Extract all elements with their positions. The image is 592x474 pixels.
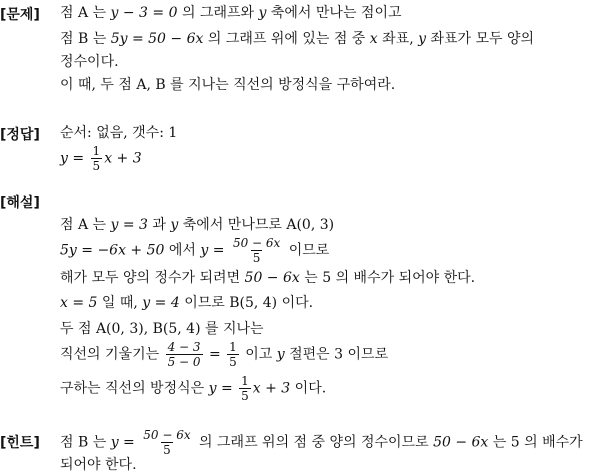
math: y = 4 bbox=[142, 295, 180, 311]
math: x + 3 bbox=[104, 150, 142, 167]
math: y bbox=[276, 346, 285, 363]
numerator: 50 − 6x bbox=[232, 236, 281, 250]
explanation-line-3 bbox=[60, 269, 475, 287]
text: 절편은 3 이므로 bbox=[284, 346, 389, 363]
problem-line-1 bbox=[60, 4, 402, 22]
math: x bbox=[369, 31, 378, 47]
hint-line-1 bbox=[60, 428, 583, 457]
problem-line-4: 이 때, 두 점 A, B 를 지나는 직선의 방정식을 구하여라. bbox=[60, 77, 396, 93]
math: y − 3 = 0 bbox=[110, 5, 178, 21]
fraction bbox=[91, 144, 103, 173]
text: 구하는 직선의 방정식은 bbox=[60, 380, 209, 397]
text: 일 때, bbox=[97, 295, 143, 311]
text: 좌표, bbox=[377, 31, 419, 47]
math: y = 3 bbox=[110, 217, 148, 233]
fraction bbox=[239, 374, 251, 403]
math: 50 − 6x bbox=[244, 270, 300, 286]
problem-line-2 bbox=[60, 30, 534, 48]
denominator: 5 bbox=[163, 443, 171, 457]
math: 50 − 6x bbox=[433, 434, 489, 451]
fraction bbox=[166, 340, 203, 369]
explanation-line-4 bbox=[60, 294, 313, 312]
math: x + 3 bbox=[252, 380, 291, 397]
text: 는 5 의 배수가 bbox=[488, 434, 583, 451]
explanation-line-7 bbox=[60, 374, 326, 403]
math: y bbox=[170, 217, 179, 233]
answer-line-1: 순서: 없음, 갯수: 1 bbox=[60, 125, 178, 141]
math: y = bbox=[110, 434, 135, 451]
math: y bbox=[258, 5, 267, 21]
math: 5y = −6x + 50 bbox=[60, 242, 165, 259]
text: 의 그래프 위의 점 중 양의 정수이므로 bbox=[194, 434, 434, 451]
explanation-line-5: 두 점 A(0, 3), B(5, 4) 를 지나는 bbox=[60, 321, 264, 337]
numerator: 1 bbox=[92, 144, 101, 158]
math: y = bbox=[200, 242, 225, 259]
text: 의 그래프 위에 있는 점 중 bbox=[203, 31, 370, 47]
text: 점 B 는 bbox=[60, 31, 111, 47]
answer-equation bbox=[60, 144, 142, 173]
text: 축에서 만나는 점이고 bbox=[266, 5, 402, 21]
denominator: 5 bbox=[92, 159, 101, 173]
text: 이다. bbox=[290, 380, 327, 397]
text: 점 A 는 bbox=[60, 217, 111, 233]
hint-line-2: 되어야 한다. bbox=[60, 457, 137, 473]
text: 의 그래프와 bbox=[177, 5, 259, 21]
denominator: 5 bbox=[252, 251, 261, 265]
numerator: 1 bbox=[229, 340, 237, 354]
denominator: 5 bbox=[241, 389, 249, 403]
explanation-line-2 bbox=[60, 236, 329, 265]
math: 5y = 50 − 6x bbox=[110, 31, 204, 47]
text: 이고 bbox=[240, 346, 277, 363]
text: = bbox=[204, 346, 226, 363]
text: 축에서 만나므로 A(0, 3) bbox=[178, 217, 335, 233]
text: 점 A 는 bbox=[60, 5, 111, 21]
denominator: 5 bbox=[229, 355, 237, 369]
problem-line-3: 정수이다. bbox=[60, 54, 119, 70]
numerator: 4 − 3 bbox=[167, 340, 201, 354]
answer-section-label: [정답] bbox=[0, 127, 40, 143]
fraction bbox=[231, 236, 282, 265]
explanation-line-6 bbox=[60, 340, 388, 369]
math: y = bbox=[208, 380, 233, 397]
explanation-line-1 bbox=[60, 216, 334, 234]
text: 해가 모두 양의 정수가 되려면 bbox=[60, 270, 245, 286]
text: 과 bbox=[147, 217, 171, 233]
text: 점 B 는 bbox=[60, 434, 111, 451]
explanation-section-label: [해설] bbox=[0, 195, 40, 211]
math: y bbox=[418, 31, 427, 47]
denominator: 5 − 0 bbox=[167, 355, 201, 369]
problem-section-label: [문제] bbox=[0, 7, 40, 23]
text: 직선의 기울기는 bbox=[60, 346, 164, 363]
text: 좌표가 모두 양의 bbox=[426, 31, 535, 47]
text: 이므로 B(5, 4) 이다. bbox=[179, 295, 314, 311]
text: 는 5 의 배수가 되어야 한다. bbox=[299, 270, 476, 286]
math: x = 5 bbox=[60, 295, 98, 311]
numerator: 1 bbox=[241, 374, 249, 388]
math: y = bbox=[60, 150, 85, 167]
fraction bbox=[141, 428, 192, 457]
fraction bbox=[227, 340, 239, 369]
text: 에서 bbox=[164, 242, 201, 259]
hint-section-label: [힌트] bbox=[0, 435, 40, 451]
text: 이므로 bbox=[284, 242, 330, 259]
numerator: 50 − 6x bbox=[143, 428, 191, 442]
